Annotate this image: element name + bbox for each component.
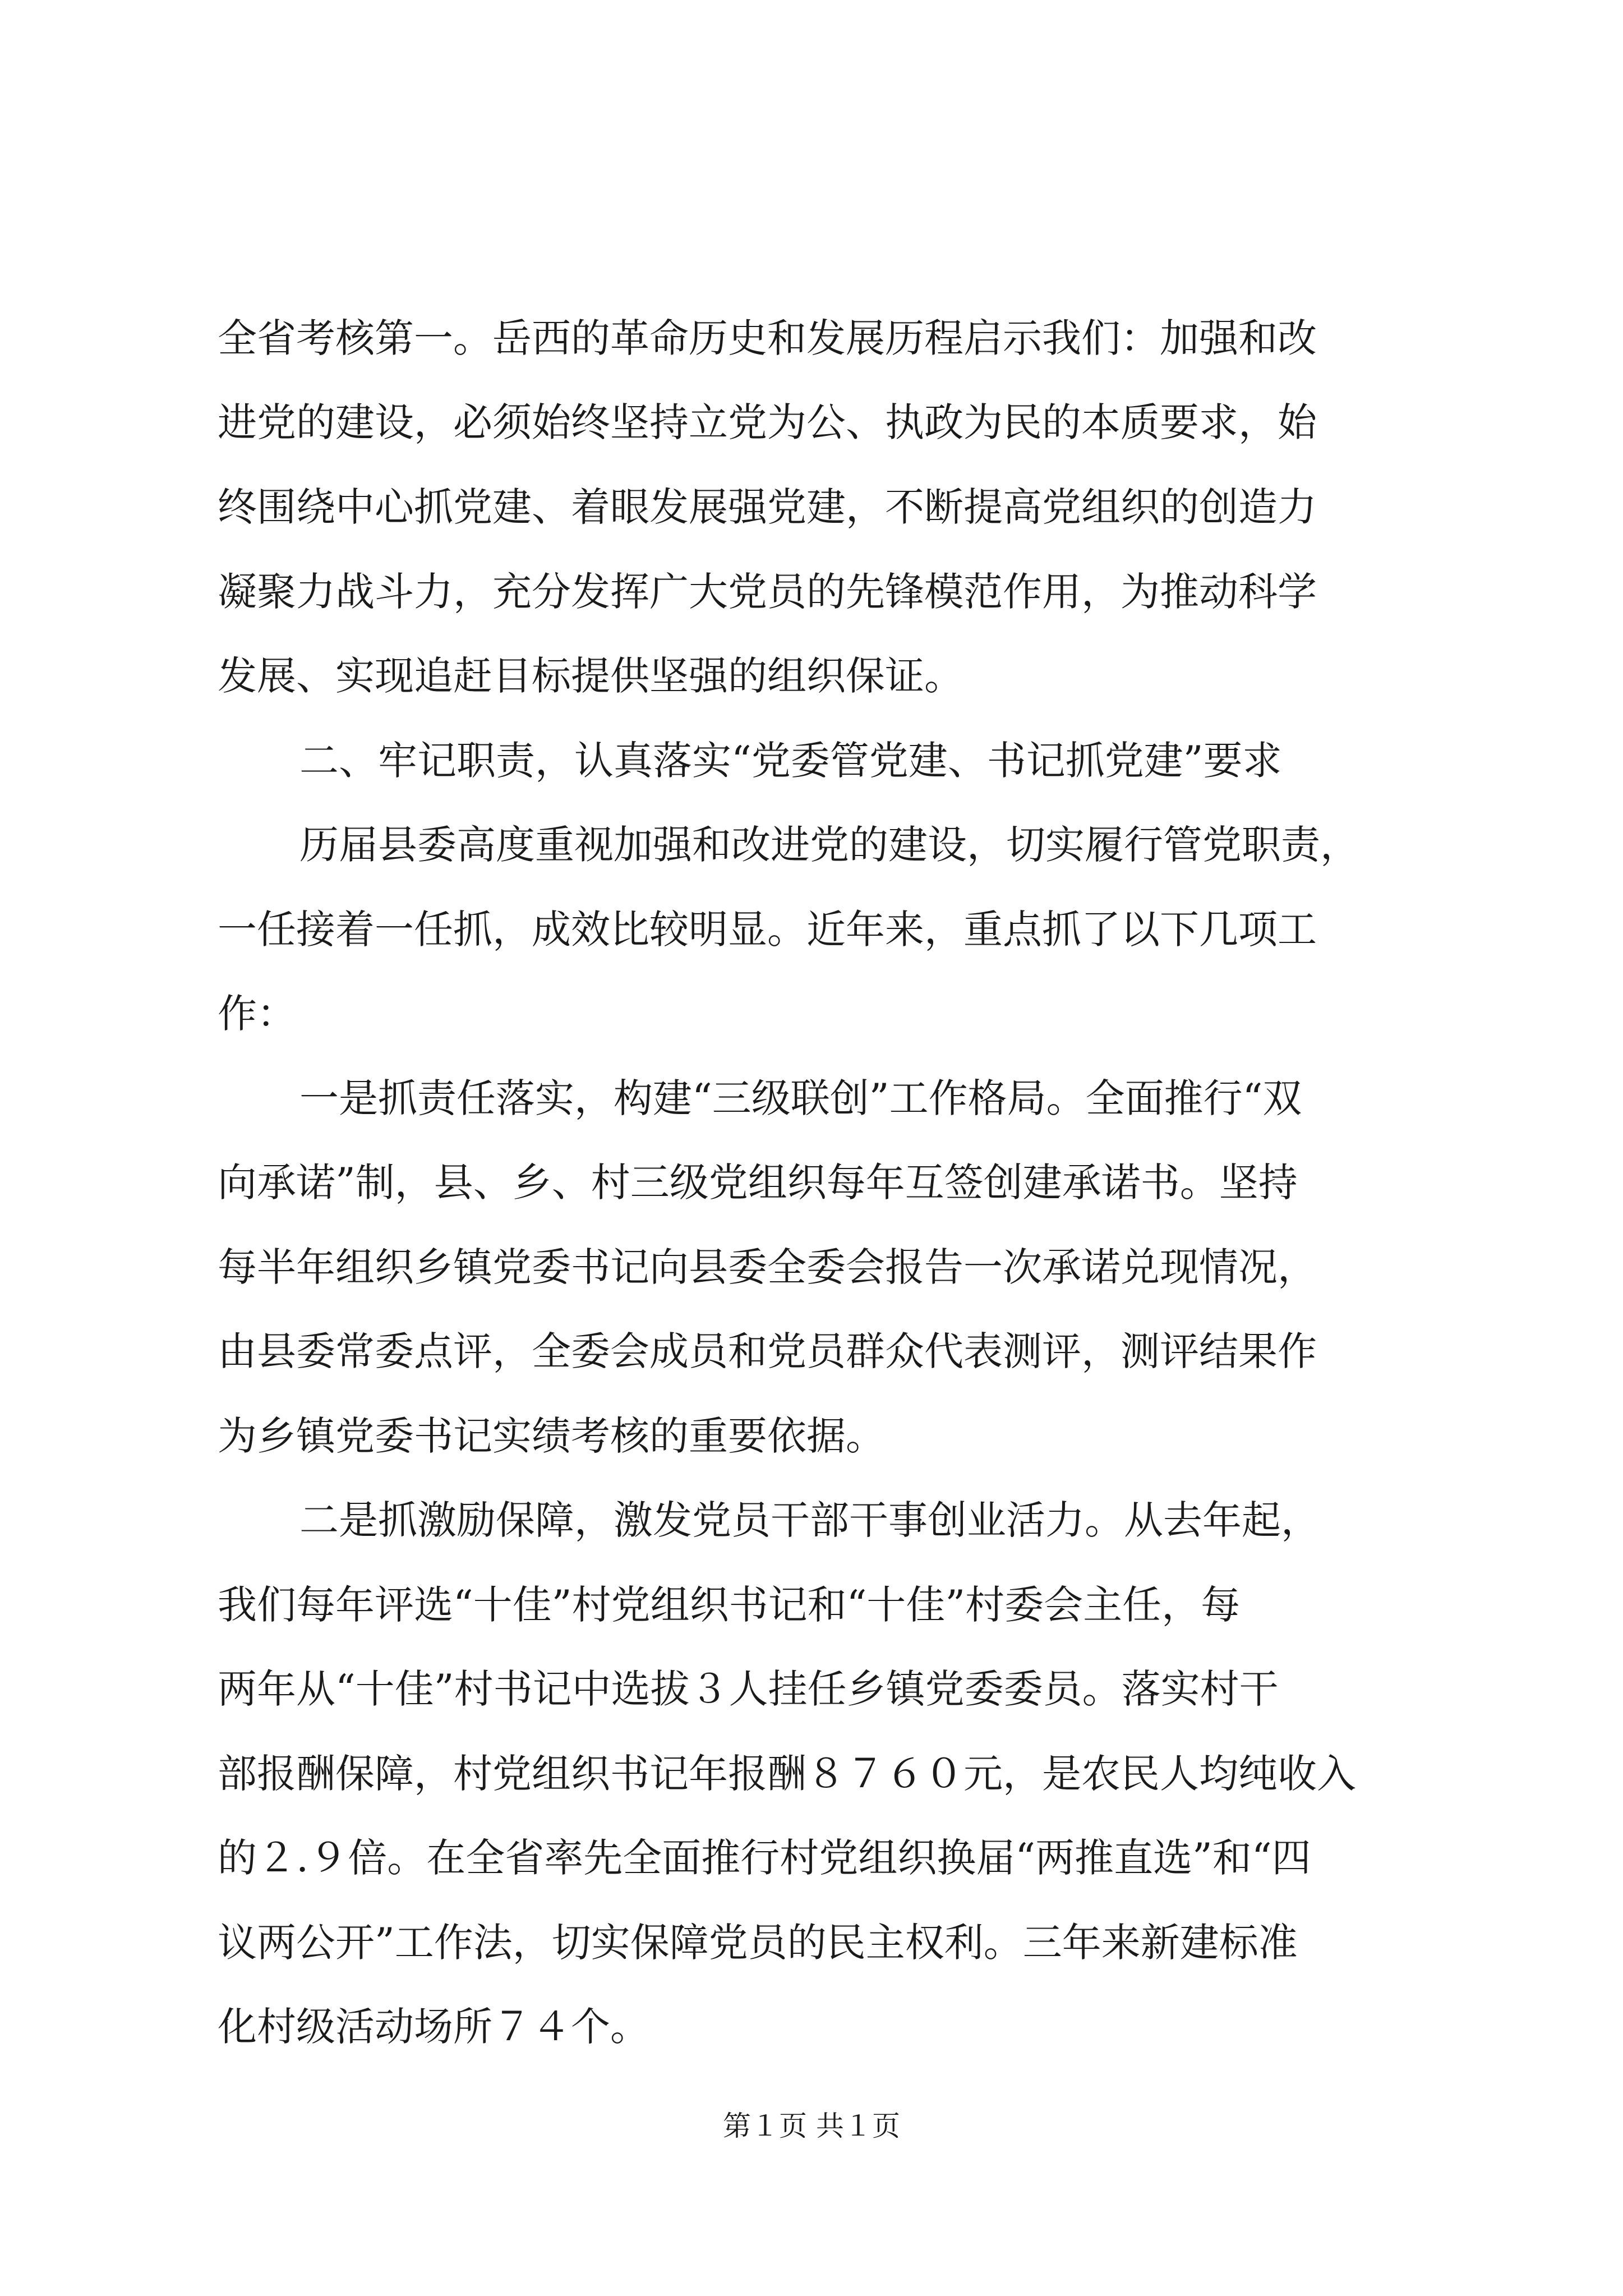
text-line: 作： <box>218 991 296 1037</box>
text-line: 由县委常委点评，全委会成员和党员群众代表测评，测评结果作 <box>218 1328 1317 1374</box>
text-line: 部报酬保障，村党组织书记年报酬８７６０元，是农民人均纯收入 <box>218 1751 1356 1797</box>
text-line: 发展、实现追赶目标提供坚强的组织保证。 <box>218 653 963 699</box>
text-line: 每半年组织乡镇党委书记向县委全委会报告一次承诺兑现情况， <box>218 1244 1317 1290</box>
text-line: 二是抓激励保障，激发党员干部干事创业活力。从去年起， <box>299 1497 1320 1543</box>
text-line: 向承诺”制，县、乡、村三级党组织每年互签创建承诺书。坚持 <box>218 1159 1298 1205</box>
text-line: 进党的建设，必须始终坚持立党为公、执政为民的本质要求，始 <box>218 399 1317 445</box>
text-line: 一是抓责任落实，构建“三级联创”工作格局。全面推行“双 <box>299 1075 1302 1121</box>
section-heading: 二、牢记职责，认真落实“党委管党建、书记抓党建”要求 <box>299 738 1282 784</box>
text-line: 凝聚力战斗力，充分发挥广大党员的先锋模范作用，为推动科学 <box>218 569 1317 615</box>
text-line: 化村级活动场所７４个。 <box>218 2004 649 2050</box>
text-line: 终围绕中心抓党建、着眼发展强党建，不断提高党组织的创造力 <box>218 484 1317 530</box>
text-line: 议两公开”工作法，切实保障党员的民主权利。三年来新建标准 <box>218 1920 1298 1966</box>
text-line: 的２.９倍。在全省率先全面推行村党组织换届“两推直选”和“四 <box>218 1835 1311 1881</box>
text-line: 一任接着一任抓，成效比较明显。近年来，重点抓了以下几项工 <box>218 907 1317 953</box>
text-line: 历届县委高度重视加强和改进党的建设，切实履行管党职责， <box>299 822 1359 868</box>
text-line: 我们每年评选“十佳”村党组织书记和“十佳”村委会主任，每 <box>218 1582 1241 1628</box>
text-line: 两年从“十佳”村书记中选拔３人挂任乡镇党委委员。落实村干 <box>218 1666 1279 1712</box>
text-line: 全省考核第一。岳西的革命历史和发展历程启示我们：加强和改 <box>218 315 1317 361</box>
page-footer: 第１页 共１页 <box>723 2110 900 2142</box>
text-line: 为乡镇党委书记实绩考核的重要依据。 <box>218 1413 885 1459</box>
